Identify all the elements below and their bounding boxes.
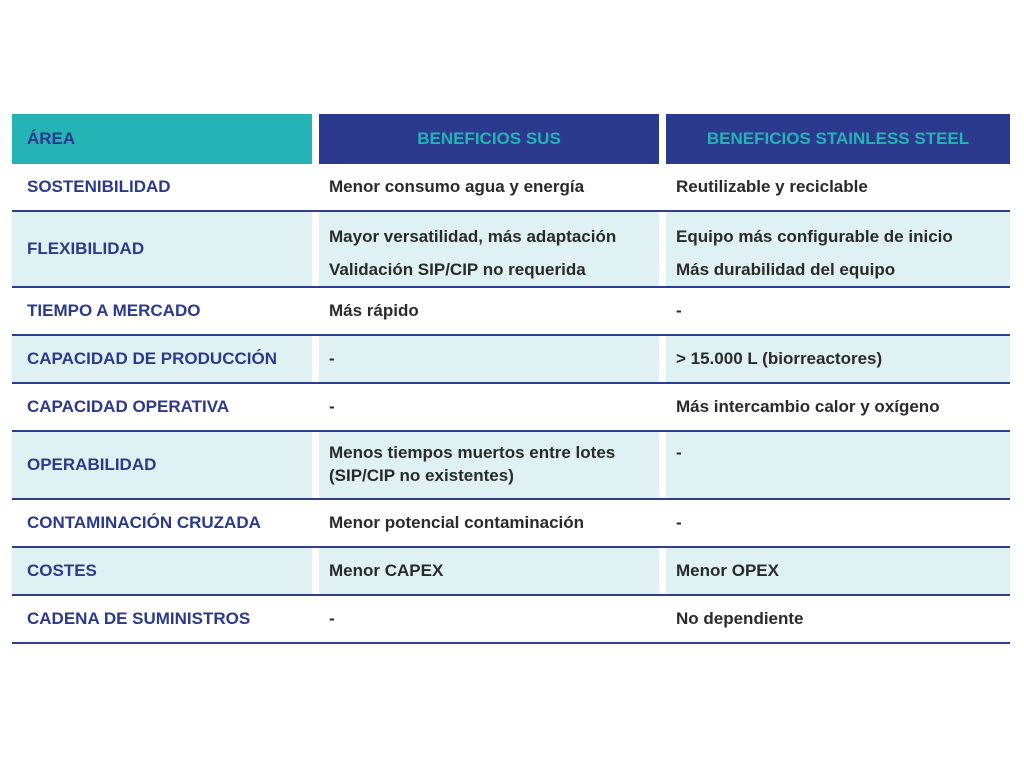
header-area: ÁREA: [12, 114, 312, 164]
cell-line: (SIP/CIP no existentes): [329, 466, 514, 485]
row-area-label: COSTES: [12, 548, 312, 594]
table-row: [12, 548, 1010, 596]
cell-line: Menor OPEX: [676, 561, 779, 580]
table-row: [12, 288, 1010, 336]
row-sus-benefit: [319, 596, 659, 642]
row-area-label: CAPACIDAD DE PRODUCCIÓN: [12, 336, 312, 382]
row-sus-benefit: [319, 432, 659, 498]
row-sus-benefit: [319, 288, 659, 334]
cell-line: -: [676, 443, 682, 462]
cell-line: -: [676, 513, 682, 532]
cell-line: Más rápido: [329, 301, 419, 320]
cell-line: Menor consumo agua y energía: [329, 177, 585, 196]
row-area-label: CADENA DE SUMINISTROS: [27, 609, 251, 628]
cell-line: -: [676, 301, 682, 320]
comparison-table: [12, 114, 1010, 644]
row-sus-benefit: [319, 384, 659, 430]
cell-line: No dependiente: [676, 609, 804, 628]
cell-line: Equipo más configurable de inicio: [676, 227, 953, 246]
row-area-label: TIEMPO A MERCADO: [27, 301, 201, 320]
cell-line: Menos tiempos muertos entre lotes: [329, 443, 616, 462]
table-row: [12, 500, 1010, 548]
row-area-label: CONTAMINACIÓN CRUZADA: [27, 513, 261, 532]
cell-line: -: [329, 397, 335, 416]
row-sus-benefit: [319, 500, 659, 546]
header-steel-benefits: BENEFICIOS STAINLESS STEEL: [666, 114, 1010, 164]
cell-line: > 15.000 L (biorreactores): [676, 349, 883, 368]
row-sus-benefit: [319, 212, 659, 286]
row-steel-benefit: [666, 500, 1010, 546]
row-steel-benefit: [666, 288, 1010, 334]
cell-line: Menor CAPEX: [329, 561, 444, 580]
table-row: [12, 164, 1010, 212]
table-row: [12, 384, 1010, 432]
row-sus-benefit: [319, 336, 659, 382]
header-sus-benefits: BENEFICIOS SUS: [319, 114, 659, 164]
row-steel-benefit: [666, 212, 1010, 286]
row-steel-benefit: [666, 432, 1010, 498]
table-row: [12, 212, 1010, 288]
row-area-label: CAPACIDAD OPERATIVA: [27, 397, 230, 416]
cell-line: -: [329, 349, 335, 368]
cell-line: Mayor versatilidad, más adaptación: [329, 227, 617, 246]
row-sus-benefit: [319, 164, 659, 210]
cell-line: Menor potencial contaminación: [329, 513, 585, 532]
cell-line: Validación SIP/CIP no requerida: [329, 260, 586, 279]
cell-line: -: [329, 609, 335, 628]
table-row: [12, 336, 1010, 384]
row-area-label: SOSTENIBILIDAD: [27, 177, 171, 196]
row-area-label: OPERABILIDAD: [12, 432, 312, 498]
cell-line: Más intercambio calor y oxígeno: [676, 397, 940, 416]
row-steel-benefit: [666, 548, 1010, 594]
row-sus-benefit: [319, 548, 659, 594]
cell-line: Reutilizable y reciclable: [676, 177, 868, 196]
table-header: [12, 114, 1010, 164]
row-area-label: FLEXIBILIDAD: [12, 212, 312, 286]
cell-line: Más durabilidad del equipo: [676, 260, 896, 279]
row-steel-benefit: [666, 384, 1010, 430]
table-row: [12, 596, 1010, 644]
row-steel-benefit: [666, 596, 1010, 642]
row-steel-benefit: [666, 164, 1010, 210]
row-steel-benefit: [666, 336, 1010, 382]
table-row: [12, 432, 1010, 500]
